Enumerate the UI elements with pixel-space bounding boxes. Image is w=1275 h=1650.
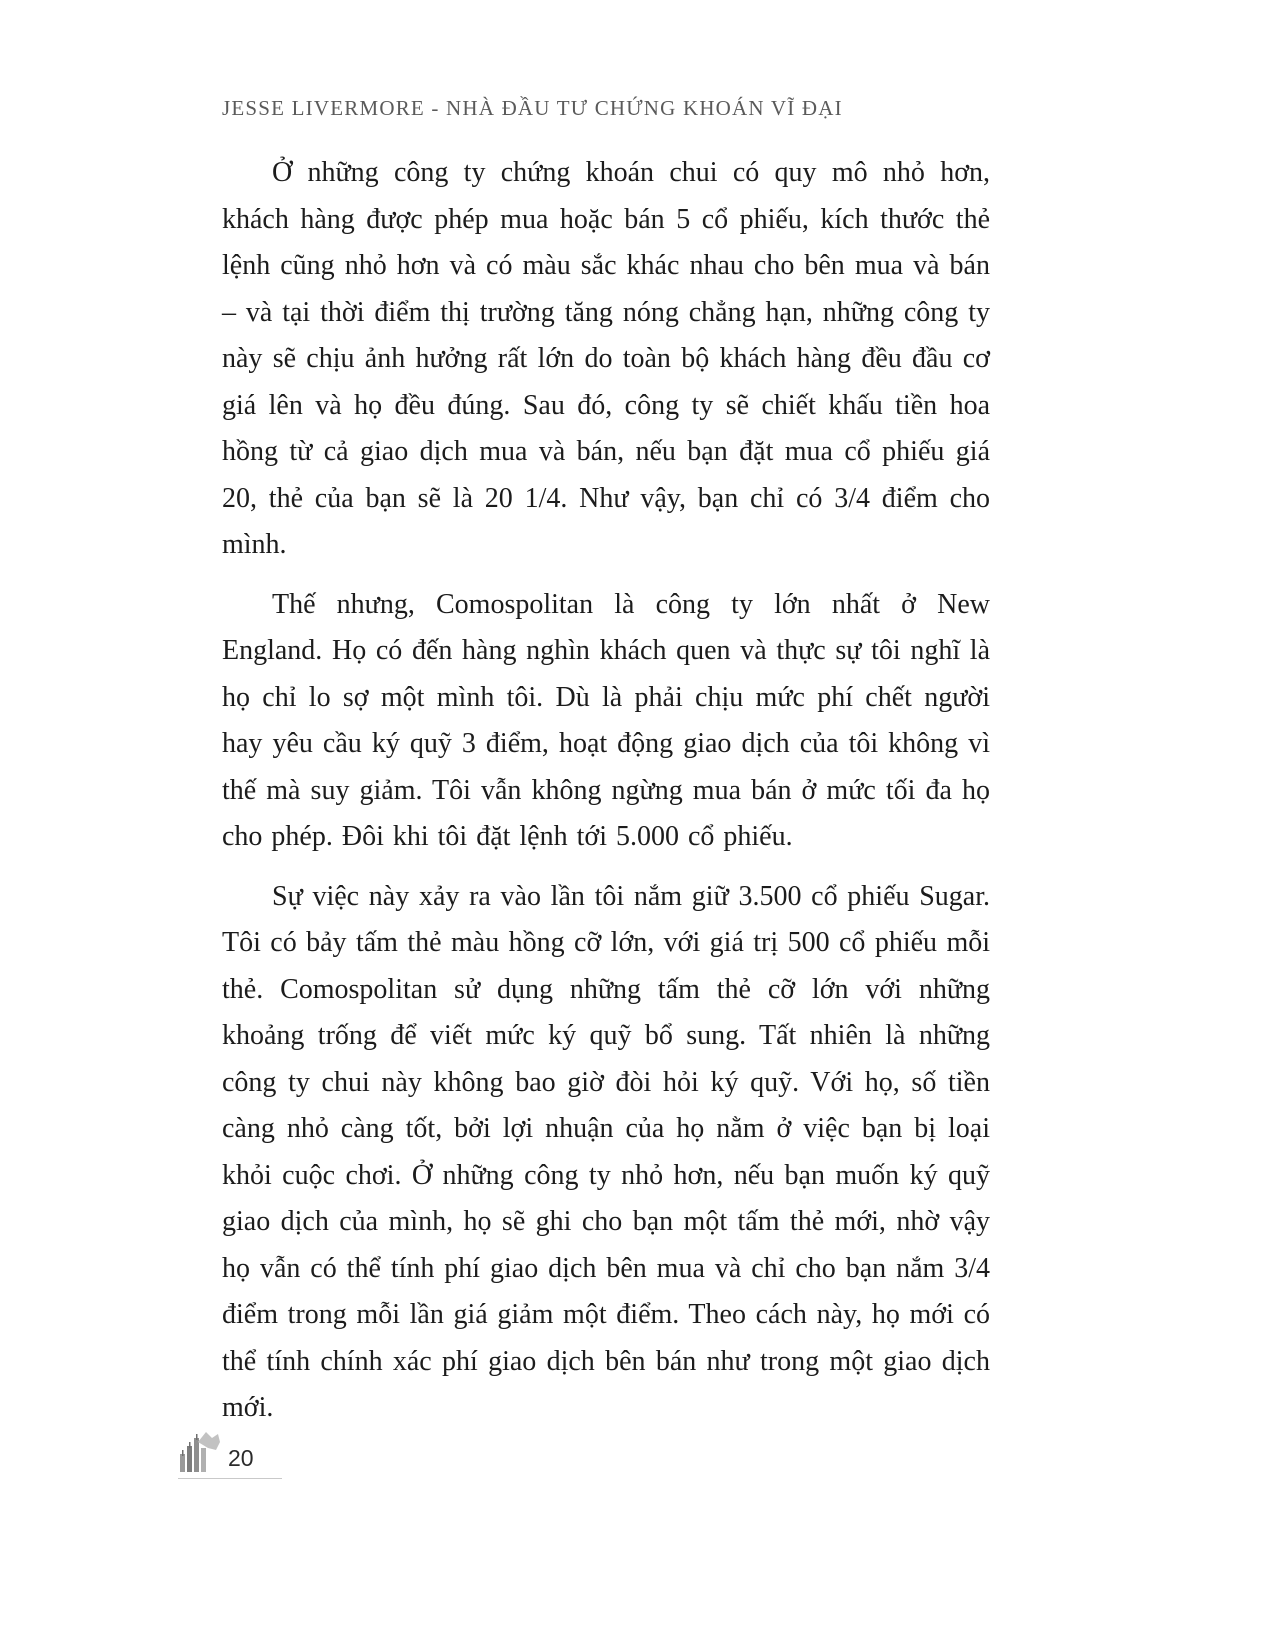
chart-bull-logo-icon (178, 1428, 222, 1474)
page-number: 20 (228, 1445, 254, 1471)
paragraph-1: Ở những công ty chứng khoán chui có quy mô nhỏ hơn, khách hàng được phép mua hoặc bán 5 cổ phiếu, kích thước thẻ lệnh cũng nhỏ hơn và có màu sắc khác nhau cho bên mua và bán – và tại thời điểm thị trường tăng nóng chẳng hạn, những công ty này sẽ chịu ảnh hưởng rất lớn do toàn bộ khách hàng đều đầu cơ giá lên và họ đều đúng. Sau đó, công ty sẽ chiết khấu tiền hoa hồng từ cả giao dịch mua và bán, nếu bạn đặt mua cổ phiếu giá 20, thẻ của bạn sẽ là 20 1/4. Như vậy, bạn chỉ có 3/4 điểm cho mình. (222, 157, 990, 560)
page-body (222, 150, 990, 1445)
paragraph-3: Sự việc này xảy ra vào lần tôi nắm giữ 3.500 cổ phiếu Sugar. Tôi có bảy tấm thẻ màu hồng cỡ lớn, với giá trị 500 cổ phiếu mỗi thẻ. Comospolitan sử dụng những tấm thẻ cỡ lớn với những khoảng trống để viết mức ký quỹ bổ sung. Tất nhiên là những công ty chui này không bao giờ đòi hỏi ký quỹ. Với họ, số tiền càng nhỏ càng tốt, bởi lợi nhuận của họ nằm ở việc bạn bị loại khỏi cuộc chơi. Ở những công ty nhỏ hơn, nếu bạn muốn ký quỹ giao dịch của mình, họ sẽ ghi cho bạn một tấm thẻ mới, nhờ vậy họ vẫn có thể tính phí giao dịch bên mua và chỉ cho bạn nắm 3/4 điểm trong mỗi lần giá giảm một điểm. Theo cách này, họ mới có thể tính chính xác phí giao dịch bên bán như trong một giao dịch mới. (222, 880, 990, 1423)
running-header: JESSE LIVERMORE - NHÀ ĐẦU TƯ CHỨNG KHOÁN VĨ ĐẠI (222, 96, 843, 120)
paragraph-2: Thế nhưng, Comospolitan là công ty lớn nhất ở New England. Họ có đến hàng nghìn khách quen và thực sự tôi nghĩ là họ chỉ lo sợ một mình tôi. Dù là phải chịu mức phí chết người hay yêu cầu ký quỹ 3 điểm, hoạt động giao dịch của tôi không vì thế mà suy giảm. Tôi vẫn không ngừng mua bán ở mức tối đa họ cho phép. Đôi khi tôi đặt lệnh tới 5.000 cổ phiếu. (222, 588, 990, 852)
page-footer (178, 1428, 282, 1479)
